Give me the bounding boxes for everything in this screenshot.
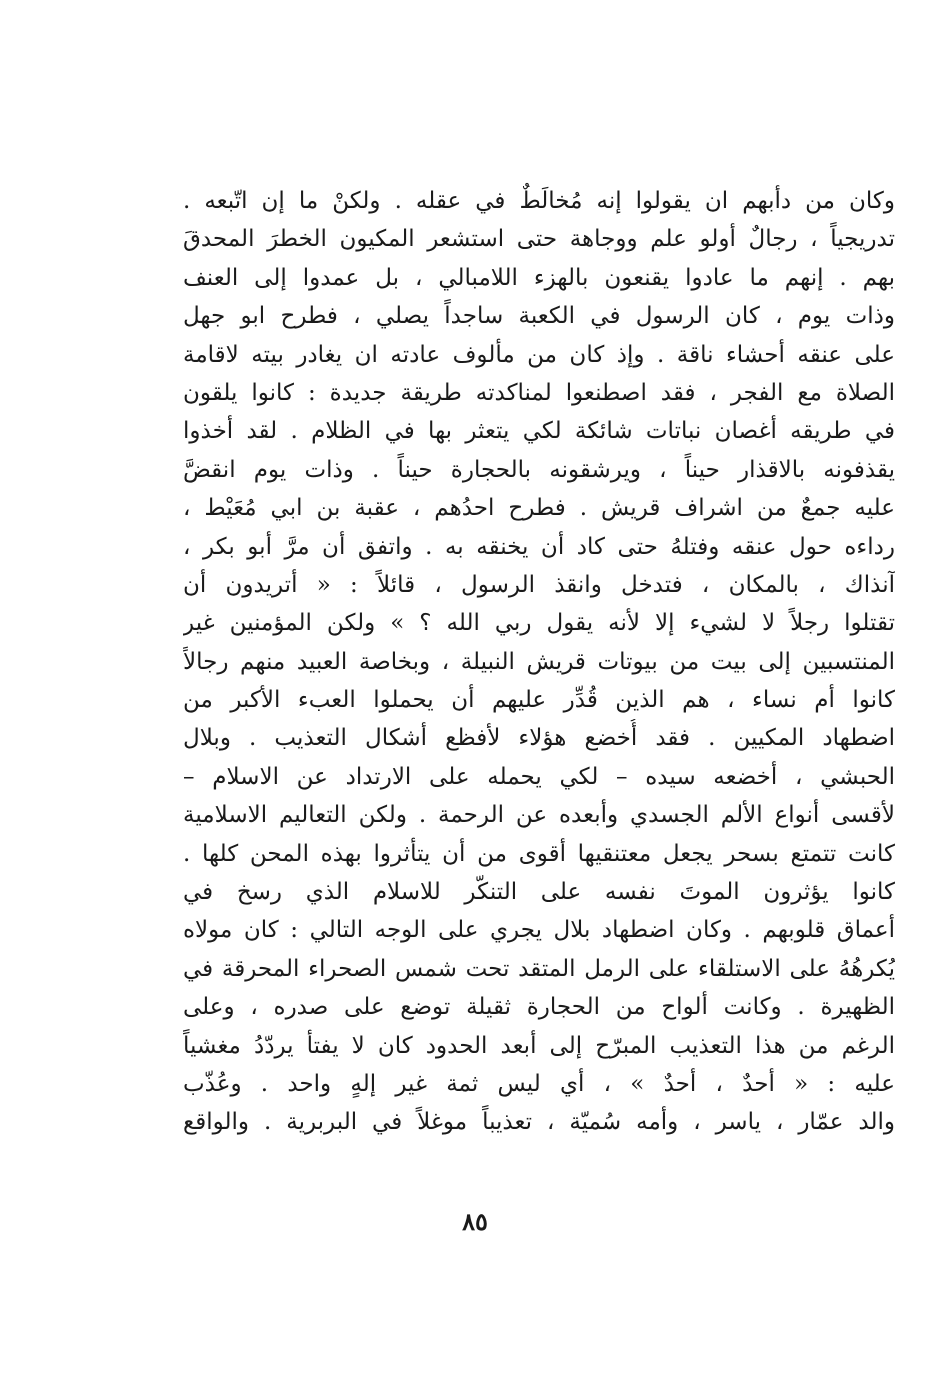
text-line: في طريقه أغصان نباتات شائكة لكي يتعثر بها في الظلام . لقد أخذوا xyxy=(183,418,895,445)
text-line: آنذاك ، بالمكان ، فتدخل وانقذ الرسول ، قائلاً : « أتريدون أن xyxy=(183,571,895,598)
text-line: الحبشي ، أخضعه سيده – لكي يحمله على الارتداد عن الاسلام – xyxy=(183,763,895,790)
text-line: يقذفونه بالاقذار حيناً ، ويرشقونه بالحجارة حيناً . وذات يوم انقضَّ xyxy=(183,456,895,483)
text-line: رداءه حول عنقه وفتلهُ حتى كاد أن يخنقه به . واتفق أن مرَّ أبو بكر ، xyxy=(183,533,895,560)
text-line: تقتلوا رجلاً لا لشيء إلا لأنه يقول ربي الله ؟ » ولكن المؤمنين غير xyxy=(183,610,895,637)
text-line: المنتسبين إلى بيت من بيوتات قريش النبيلة ، وبخاصة العبيد منهم رجالاً xyxy=(183,648,895,675)
text-line: كانت تتمتع بسحر يجعل معتنقيها أقوى من أن يتأثروا بهذه المحن كلها . xyxy=(183,840,895,867)
page-number: ٨٥ xyxy=(462,1207,488,1236)
text-line: تدريجياً ، رجالٌ أولو علم ووجاهة حتى استشعر المكيون الخطرَ المحدقَ xyxy=(183,226,895,253)
text-line: لأقسى أنواع الألم الجسدي وأبعده عن الرحمة . ولكن التعاليم الاسلامية xyxy=(183,802,895,829)
text-line: والد عمّار ، ياسر ، وأمه سُميّة ، تعذيباً موغلاً في البربرية . والواقع xyxy=(183,1109,895,1136)
text-line: الرغم من هذا التعذيب المبرّح إلى أبعد الحدود كان لا يفتأ يردّدُ مغشياً xyxy=(183,1032,895,1059)
text-line: كانوا أم نساء ، هم الذين قُدِّر عليهم أن يحملوا العبء الأكبر من xyxy=(183,687,895,714)
text-line: كانوا يؤثرون الموتَ نفسه على التنكّر للاسلام الذي رسخ في xyxy=(183,879,895,906)
body-text xyxy=(183,182,895,1142)
text-line: وذات يوم ، كان الرسول في الكعبة ساجداً يصلي ، فطرح ابو جهل xyxy=(183,303,895,330)
text-line: على عنقه أحشاء ناقة . وإذ كان من مألوف عادته ان يغادر بيته لاقامة xyxy=(183,341,895,368)
text-line: الصلاة مع الفجر ، فقد اصطنعوا لمناكدته طريقة جديدة : كانوا يلقون xyxy=(183,379,895,406)
text-line: عليه : « أحدٌ ، أحدٌ » ، أي ليس ثمة غير إلهٍ واحد . وعُذّب xyxy=(183,1070,895,1097)
text-line: وكان من دأبهم ان يقولوا إنه مُخالَطٌ في عقله . ولكنْ ما إن اتّبعه . xyxy=(183,188,895,214)
text-line: يُكرهُهُ على الاستلقاء على الرمل المتقد تحت شمس الصحراء المحرقة في xyxy=(183,955,895,982)
text-line: عليه جمعٌ من اشراف قريش . فطرح احدُهم ، عقبة بن ابي مُعَيْط ، xyxy=(183,495,895,522)
text-line: بهم . إنهم ما عادوا يقنعون بالهزء اللامبالي ، بل عمدوا إلى العنف xyxy=(183,264,895,291)
text-line: أعماق قلوبهم . وكان اضطهاد بلال يجري على الوجه التالي : كان مولاه xyxy=(183,917,895,944)
text-line: الظهيرة . وكانت ألواح من الحجارة ثقيلة توضع على صدره ، وعلى xyxy=(183,994,895,1021)
text-line: اضطهاد المكيين . فقد أُخضع هؤلاء لأفظع أشكال التعذيب . وبلال xyxy=(183,725,895,752)
